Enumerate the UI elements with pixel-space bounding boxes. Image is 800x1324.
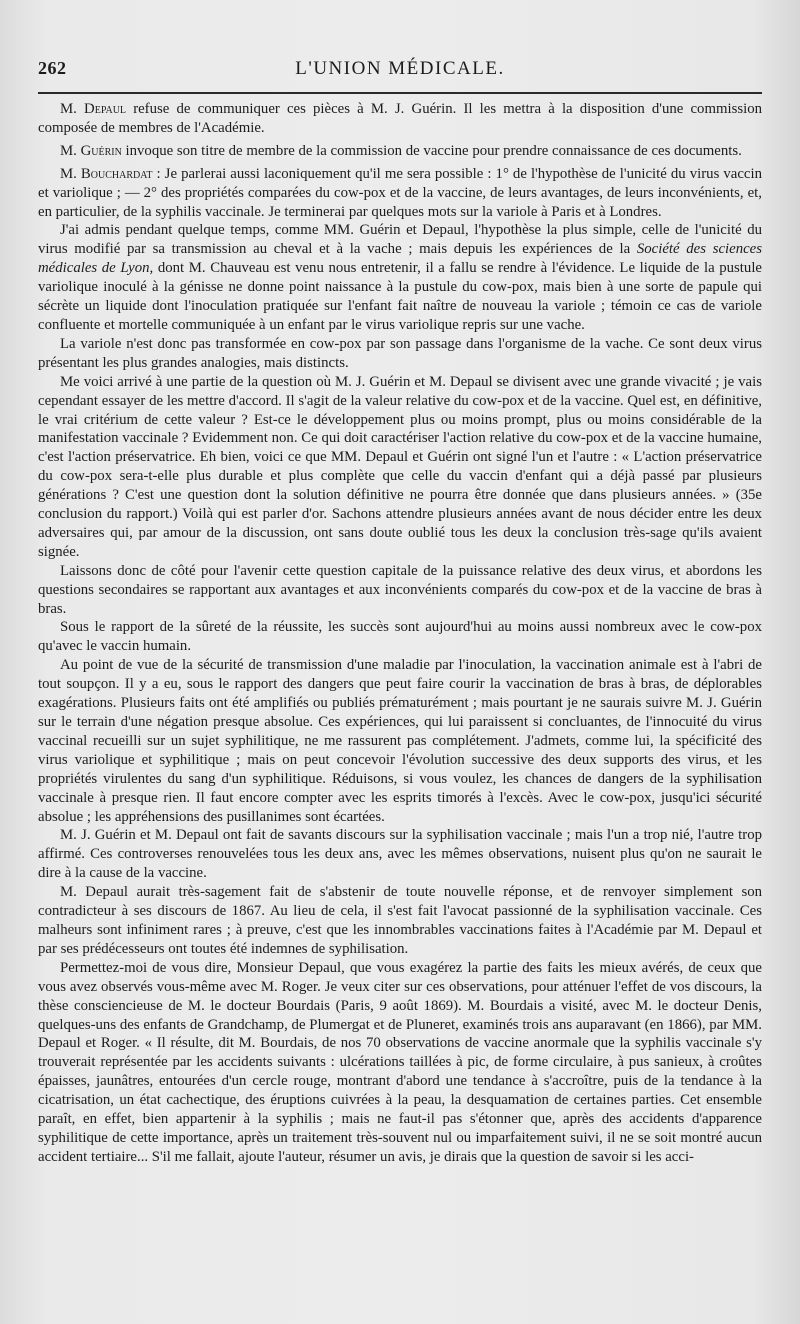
paragraph-text: dont M. Chauveau est venu nous entretenir, il a fallu se rendre à l'évidence. Le liquide de la pustule variolique inoculé à la génisse ne donne point naissance à la pustule du cow-pox, mais bien à une sorte de papule qui sécrète un liquide dont l'inoculation pratiquée sur l'enfant fait naître de nouveau la variole ; témoin ce cas de variole confluente et mortelle communiquée à un enfant par le virus variolique repris sur une vache. bbox=[38, 260, 762, 333]
paragraph bbox=[38, 618, 762, 656]
paragraph bbox=[38, 826, 762, 883]
paragraph-text: Au point de vue de la sécurité de transmission d'une maladie par l'inoculation, la vaccination animale est à l'abri de tout soupçon. Il y a eu, sous le rapport des dangers que peut faire courir la vaccination de bras à bras, de déplorables exagérations. Plusieurs faits ont été amplifiés ou publiés prématurément ; mais pourtant je ne saurais suivre M. J. Guérin sur le terrain d'une négation presque absolue. Ces expériences, qui lui paraissent si concluantes, de l'innocuité du virus vaccinal recueilli sur un sujet syphilitique, ne me rassurent pas complétement. J'admets, comme lui, la spécificité des virus variolique et syphilitique ; mais on peut concevoir l'évolution successive des deux supports des virus, et les propriétés virulentes du sang d'un syphilitique. Réduisons, si vous voulez, les chances de dangers de la syphilisation vaccinale à presque rien. Il faut encore compter avec les esprits timorés à l'excès. Avec le cow-pox, jusqu'ici sécurité absolue ; les appréhensions des pusillanimes sont écartées. bbox=[38, 657, 762, 825]
speaker-name: Bouchardat bbox=[80, 165, 153, 182]
paragraph bbox=[38, 656, 762, 826]
paragraph bbox=[38, 165, 762, 222]
paragraph-text: Permettez-moi de vous dire, Monsieur Depaul, que vous exagérez la partie des faits les mieux avérés, de ceux que vous avez observés vous-même avec M. Roger. Je veux citer sur ces observations, pour atténuer l'effet de vos discours, la thèse consciencieuse de M. le docteur Bourdais (Paris, 9 août 1869). M. Bourdais a visité, avec M. le docteur Denis, quelques-uns des enfants de Grandchamp, de Plumergat et de Pluneret, examinés trois ans auparavant (en 1866), par MM. Depaul et Roger. « Il résulte, dit M. Bourdais, de nos 70 observations de vaccine anormale que la syphilis vaccinale s'y trouverait représentée par les accidents suivants : ulcérations taillées à pic, de forme circulaire, à pus sanieux, à croûtes épaisses, jaunâtres, entourées d'un cercle rouge, montrant d'abord une tendance à s'accroître, puis de la tendance à la cicatrisation, un état cachectique, des éruptions cuivrées à la peau, la desquamation de certaines parties. Cet ensemble paraît, en effet, bien appartenir à la syphilis ; mais ne faut-il pas s'étonner que, après des accidents d'apparence syphilitique de cette importance, après un traitement très-souvent nul ou imparfaitement suivi, il ne se soit montré aucun accident tertiaire... S'il me fallait, ajoute l'auteur, résumer un avis, je dirais que la question de savoir si les acci- bbox=[38, 959, 762, 1165]
running-title: L'UNION MÉDICALE. bbox=[295, 58, 505, 79]
paragraph-text: La variole n'est donc pas transformée en cow-pox par son passage dans l'organisme de la vache. Ce sont deux virus présentant les plus grandes analogies, mais distincts. bbox=[38, 335, 762, 371]
paragraph-text: M. bbox=[60, 101, 85, 117]
speaker-name: Guérin bbox=[80, 142, 122, 159]
paragraph-text: Sous le rapport de la sûreté de la réussite, les succès sont aujourd'hui au moins aussi nombreux avec le cow-pox qu'avec le vaccin humain. bbox=[38, 619, 762, 655]
header-rule bbox=[38, 92, 762, 94]
paragraph bbox=[38, 221, 762, 334]
paragraph bbox=[38, 373, 762, 562]
body-text bbox=[38, 100, 762, 1167]
paragraph-text: Laissons donc de côté pour l'avenir cette question capitale de la puissance relative des deux virus, et abordons les questions secondaires se rapportant aux avantages et aux inconvénients comparés du cow-pox et de la vaccine de bras à bras. bbox=[38, 562, 762, 617]
paragraph bbox=[38, 142, 762, 161]
paragraph-text: M. bbox=[60, 142, 81, 159]
paragraph-text: : Je parlerai aussi laconiquement qu'il me sera possible : 1° de l'hypothèse de l'unicité du virus vaccin et variolique ; — 2° des propriétés comparées du cow-pox et de la vaccine, de leurs avantages, de leurs inconvénients, et, en particulier, de la syphilis vaccinale. Je terminerai par quelques mots sur la variole à Paris et à Londres. bbox=[38, 165, 762, 220]
paragraph-text: Me voici arrivé à une partie de la question où M. J. Guérin et M. Depaul se divisent avec une grande vivacité ; je vais cependant essayer de les mettre d'accord. Il s'agit de la valeur relative du cow-pox et de la vaccine. Quel est, en définitive, le vrai critérium de cette valeur ? Est-ce le développement plus ou moins prompt, plus ou moins considérable de la manifestation vaccinale ? Evidemment non. Ce qui doit caractériser l'action relative du cow-pox et de la vaccine humaine, c'est l'action préservatrice. Eh bien, voici ce que MM. Depaul et Guérin ont signé l'un et l'autre : « L'action préservatrice du cow-pox sera-t-elle plus durable et plus complète que celle du vaccin d'enfant qui a déjà passé par plusieurs générations ? C'est une question dont la solution définitive ne pourra être donnée que dans plusieurs années. » (35e conclusion du rapport.) Voilà qui est parler d'or. Sachons attendre plusieurs années avant de nous décider entre les deux adversaires qui, par amour de la discussion, ont sans doute oublié tous les deux la conclusion très-sage qu'ils avaient signée. bbox=[38, 373, 762, 560]
page-number: 262 bbox=[38, 58, 67, 78]
paragraph-text: M. Depaul aurait très-sagement fait de s'abstenir de toute nouvelle réponse, et de renvoyer simplement son contradicteur à ses discours de 1867. Au lieu de cela, il s'est fait l'avocat passionné de la syphilisation vaccinale. Ces malheurs sont infiniment rares ; à preuve, c'est que les innombrables vaccinations faites à l'Académie par M. Depaul et par ses prédécesseurs ont toutes été indemnes de syphilisation. bbox=[38, 884, 762, 957]
paragraph bbox=[38, 959, 762, 1167]
paragraph bbox=[38, 562, 762, 619]
paragraph-text: M. J. Guérin et M. Depaul ont fait de savants discours sur la syphilisation vaccinale ; mais l'un a trop nié, l'autre trop affirmé. Ces controverses renouvelées tous les deux ans, avec les mêmes observations, nuisent plus qu'on ne saurait le dire à la cause de la vaccine. bbox=[38, 827, 762, 882]
paragraph-text: invoque son titre de membre de la commission de vaccine pour prendre connaissance de ces documents. bbox=[121, 142, 742, 159]
paragraph-text: M. bbox=[60, 165, 81, 182]
paragraph bbox=[38, 883, 762, 959]
italic-text: Société des sciences médicales de Lyon, bbox=[38, 241, 762, 277]
paragraph bbox=[38, 100, 762, 138]
paragraph-text: refuse de communiquer ces pièces à M. J. Guérin. Il les mettra à la disposition d'une commission composée de membres de l'Académie. bbox=[38, 101, 763, 136]
paragraph-text: J'ai admis pendant quelque temps, comme MM. Guérin et Depaul, l'hypothèse la plus simple, celle de l'unicité du virus modifié par sa transmission au cheval et à la vache ; mais depuis les expériences de la bbox=[38, 222, 762, 258]
speaker-name: Depaul bbox=[84, 101, 127, 117]
page-header bbox=[38, 58, 762, 86]
paragraph bbox=[38, 335, 762, 373]
